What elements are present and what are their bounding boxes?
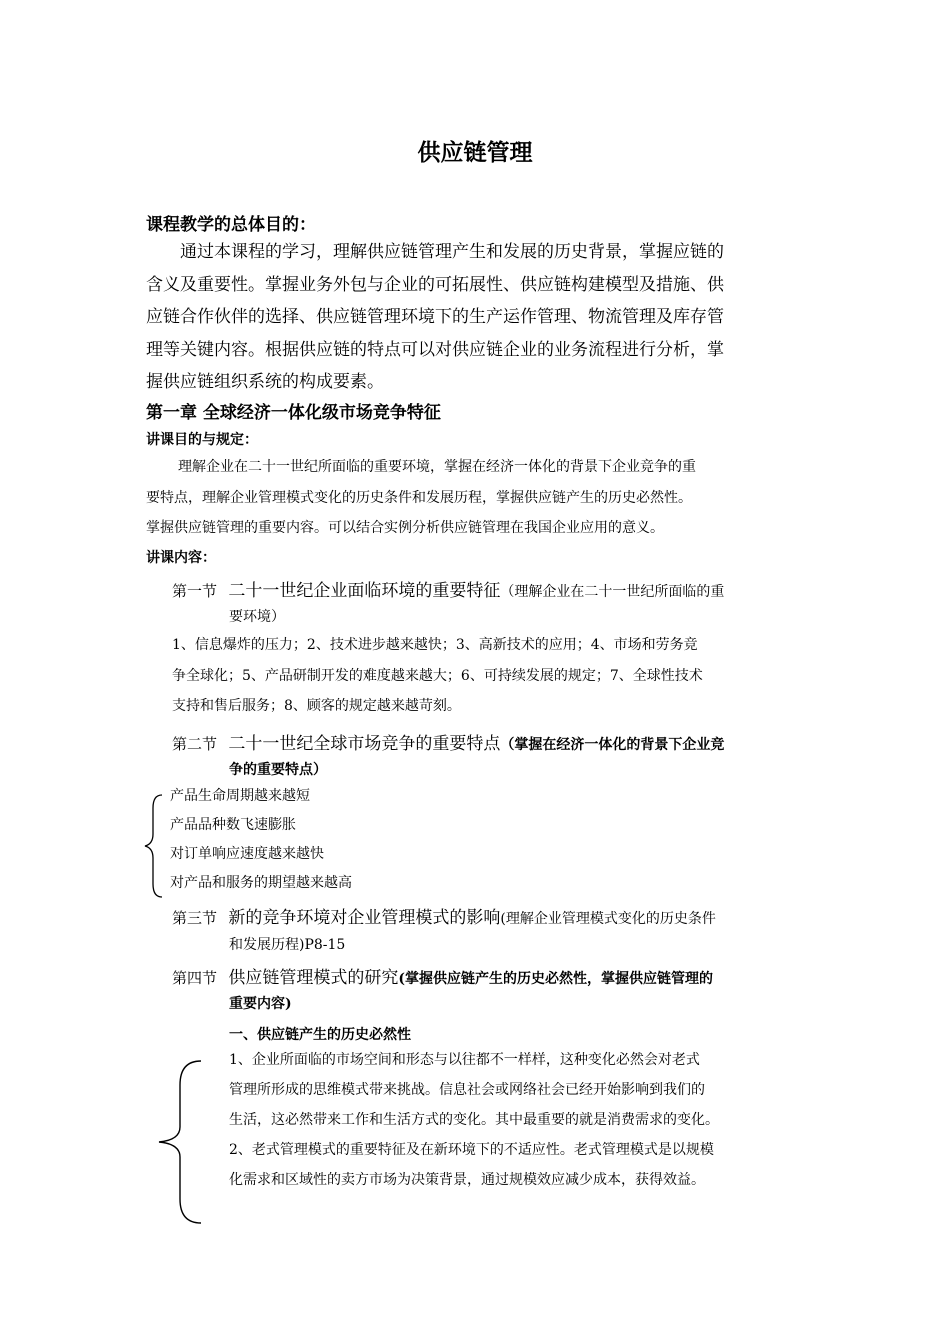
section-note: （掌握在经济一体化的背景下企业竞: [500, 737, 725, 753]
section-2-heading: [172, 729, 724, 754]
purpose-line: 要特点，理解企业管理模式变化的历史条件和发展历程，掌握供应链产生的历史必然性。: [146, 489, 692, 506]
bullet-item: 产品品种数飞速膨胀: [170, 817, 296, 833]
purpose-line: 掌握供应链管理的重要内容。可以结合实例分析供应链管理在我国企业应用的意义。: [146, 520, 664, 536]
content-heading: 讲课内容：: [146, 550, 216, 566]
section-1-items: [172, 630, 703, 722]
section-3-note-cont: 和发展历程)P8-15: [229, 937, 346, 953]
section-label: 第四节: [172, 969, 218, 987]
left-brace: [140, 792, 166, 900]
section-label: 第一节: [172, 582, 218, 600]
section-4-note-cont: 重要内容): [229, 996, 292, 1012]
chapter-title: 第一章 全球经济一体化级市场竞争特征: [146, 403, 441, 423]
purpose-heading: 讲课目的与规定：: [146, 432, 258, 448]
section-3-heading: [172, 903, 716, 928]
bullet-item: 对订单响应速度越来越快: [170, 846, 324, 862]
items-line: 争全球化；5、产品研制开发的难度越来越大；6、可持续发展的规定；7、全球性技术: [172, 667, 703, 684]
large-left-brace: [154, 1057, 206, 1227]
document-title: 供应链管理: [417, 140, 533, 166]
section-title: 供应链管理模式的研究: [228, 968, 399, 988]
bullet-item: 产品生命周期越来越短: [170, 788, 310, 804]
para-line: 1、企业所面临的市场空间和形态与以往都不一样样，这种变化必然会对老式: [229, 1052, 700, 1068]
overall-purpose-paragraph: [146, 236, 724, 399]
section-label: 第二节: [172, 735, 218, 753]
overall-line: 理等关键内容。根据供应链的特点可以对供应链企业的业务流程进行分析，掌: [146, 339, 724, 360]
items-line: 支持和售后服务；8、顾客的规定越来越苛刻。: [172, 698, 461, 714]
section-note: （理解企业在二十一世纪所面临的重: [500, 584, 725, 600]
section-label: 第三节: [172, 909, 218, 927]
purpose-paragraph: [146, 452, 696, 544]
section-4-heading: [172, 963, 713, 988]
subsection-heading: 一、供应链产生的历史必然性: [229, 1027, 411, 1043]
overall-purpose-heading: 课程教学的总体目的：: [146, 215, 316, 235]
section-note: (掌握供应链产生的历史必然性，掌握供应链管理的: [398, 971, 714, 987]
items-line: 1、信息爆炸的压力；2、技术进步越来越快；3、高新技术的应用；4、市场和劳务竞: [172, 637, 698, 653]
overall-line: 握供应链组织系统的构成要素。: [146, 372, 384, 392]
section-title: 新的竞争环境对企业管理模式的影响: [228, 908, 501, 928]
section-note: (理解企业管理模式变化的历史条件: [500, 911, 716, 927]
bullet-item: 对产品和服务的期望越来越高: [170, 875, 352, 891]
section-title: 二十一世纪企业面临环境的重要特征: [228, 581, 501, 601]
section-4-paragraphs: [229, 1045, 719, 1195]
overall-line: 含义及重要性。掌握业务外包与企业的可拓展性、供应链构建模型及措施、供: [146, 274, 724, 295]
overall-line: 应链合作伙伴的选择、供应链管理环境下的生产运作管理、物流管理及库存管: [146, 307, 724, 327]
para-line: 化需求和区域性的卖方市场为决策背景，通过规模效应减少成本，获得效益。: [229, 1172, 705, 1188]
para-line: 2、老式管理模式的重要特征及在新环境下的不适应性。老式管理模式是以规模: [229, 1142, 714, 1158]
section-2-note-cont: 争的重要特点）: [229, 762, 327, 778]
section-title: 二十一世纪全球市场竞争的重要特点: [228, 734, 501, 754]
section-2-bullets: [170, 782, 352, 898]
overall-line: 通过本课程的学习，理解供应链管理产生和发展的历史背景，掌握应链的: [180, 242, 724, 262]
purpose-line: 理解企业在二十一世纪所面临的重要环境，掌握在经济一体化的背景下企业竞争的重: [178, 459, 696, 475]
para-line: 生活，这必然带来工作和生活方式的变化。其中最重要的就是消费需求的变化。: [229, 1112, 719, 1128]
section-1-note-cont: 要环境）: [229, 609, 285, 625]
para-line: 管理所形成的思维模式带来挑战。信息社会或网络社会已经开始影响到我们的: [229, 1082, 705, 1098]
section-1-heading: [172, 576, 724, 601]
